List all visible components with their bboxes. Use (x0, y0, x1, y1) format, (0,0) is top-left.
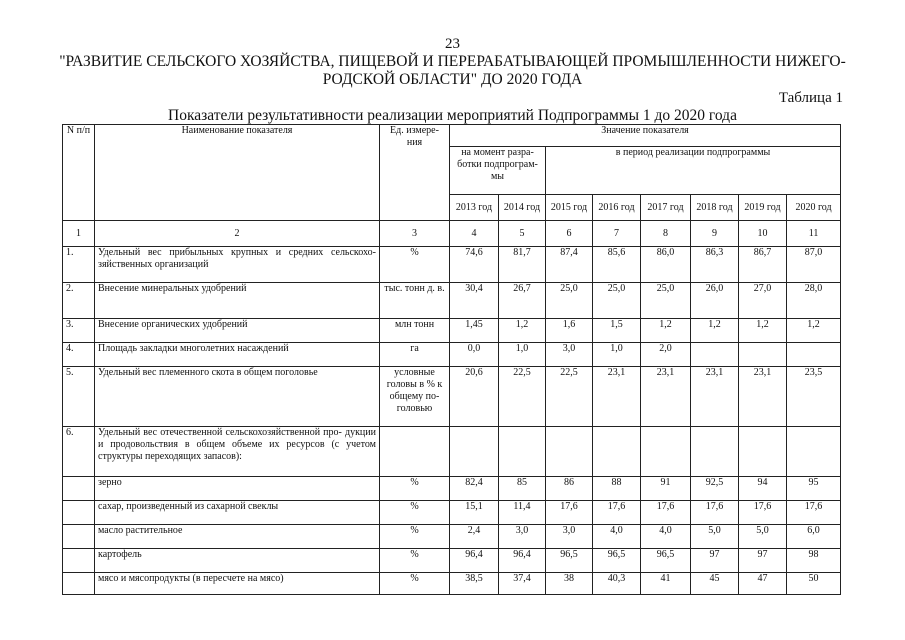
indicator-value: 87,4 (546, 247, 593, 283)
indicator-unit: % (380, 525, 450, 549)
row-index (63, 573, 95, 595)
indicator-value (739, 343, 787, 367)
column-number: 5 (499, 221, 546, 247)
row-index: 2. (63, 283, 95, 319)
indicator-value: 74,6 (450, 247, 499, 283)
indicator-value (593, 427, 641, 477)
indicator-value: 25,0 (593, 283, 641, 319)
indicator-value (691, 427, 739, 477)
row-index: 4. (63, 343, 95, 367)
row-index: 1. (63, 247, 95, 283)
header-unit: Ед. измере- ния (380, 125, 450, 221)
table-row (63, 477, 841, 501)
indicator-value (450, 427, 499, 477)
indicator-name: зерно (95, 477, 380, 501)
table-row (63, 343, 841, 367)
indicator-value: 25,0 (546, 283, 593, 319)
indicator-value: 95 (787, 477, 841, 501)
indicator-value: 97 (691, 549, 739, 573)
document-title-line-2: РОДСКОЙ ОБЛАСТИ" ДО 2020 ГОДА (322, 71, 583, 88)
column-number: 9 (691, 221, 739, 247)
indicator-value: 17,6 (739, 501, 787, 525)
indicator-value: 2,0 (641, 343, 691, 367)
table-header (63, 125, 841, 247)
indicator-unit: тыс. тонн д. в. (380, 283, 450, 319)
indicator-value: 38,5 (450, 573, 499, 595)
indicator-value: 0,0 (450, 343, 499, 367)
indicator-value: 96,5 (641, 549, 691, 573)
indicator-value: 41 (641, 573, 691, 595)
table-row (63, 247, 841, 283)
indicator-value: 23,1 (641, 367, 691, 427)
indicator-unit: млн тонн (380, 319, 450, 343)
indicator-name: Удельный вес прибыльных крупных и средних сельскохо- зяйственных организаций (95, 247, 380, 283)
indicator-value (691, 343, 739, 367)
row-index (63, 549, 95, 573)
table-number: Таблица 1 (778, 90, 843, 106)
indicator-value: 91 (641, 477, 691, 501)
indicator-value: 1,0 (593, 343, 641, 367)
column-number: 2 (95, 221, 380, 247)
header-year: 2019 год (739, 195, 787, 221)
indicator-unit: % (380, 477, 450, 501)
indicator-value: 86,7 (739, 247, 787, 283)
indicator-name: сахар, произведенный из сахарной свеклы (95, 501, 380, 525)
header-year: 2015 год (546, 195, 593, 221)
indicator-value: 17,6 (691, 501, 739, 525)
table-row (63, 283, 841, 319)
column-number: 7 (593, 221, 641, 247)
indicator-value: 30,4 (450, 283, 499, 319)
indicator-value: 97 (739, 549, 787, 573)
indicator-name: Внесение минеральных удобрений (95, 283, 380, 319)
indicator-unit: % (380, 501, 450, 525)
indicator-value: 1,2 (499, 319, 546, 343)
indicator-value (739, 427, 787, 477)
indicator-value: 81,7 (499, 247, 546, 283)
indicator-value: 38 (546, 573, 593, 595)
indicator-value: 37,4 (499, 573, 546, 595)
indicator-unit (380, 427, 450, 477)
indicator-value (546, 427, 593, 477)
indicator-name: Удельный вес племенного скота в общем поголовье (95, 367, 380, 427)
indicator-value: 27,0 (739, 283, 787, 319)
header-column-numbers-row (63, 221, 841, 247)
header-year: 2014 год (499, 195, 546, 221)
document-title-line-1: "РАЗВИТИЕ СЕЛЬСКОГО ХОЗЯЙСТВА, ПИЩЕВОЙ И ПЕРЕРАБАТЫВАЮЩЕЙ ПРОМЫШЛЕННОСТИ НИЖЕГО- (59, 53, 846, 70)
indicator-value: 17,6 (593, 501, 641, 525)
header-year: 2013 год (450, 195, 499, 221)
indicator-value: 3,0 (546, 343, 593, 367)
indicator-value: 86,3 (691, 247, 739, 283)
table-caption: Показатели результативности реализации мероприятий Подпрограммы 1 до 2020 года (168, 107, 737, 124)
indicator-value: 98 (787, 549, 841, 573)
header-value: Значение показателя (450, 125, 841, 147)
row-index (63, 525, 95, 549)
indicator-value (787, 427, 841, 477)
indicator-value: 1,5 (593, 319, 641, 343)
indicator-value: 3,0 (499, 525, 546, 549)
indicator-name: Площадь закладки многолетних насаждений (95, 343, 380, 367)
indicator-value: 88 (593, 477, 641, 501)
header-year: 2020 год (787, 195, 841, 221)
indicator-value: 20,6 (450, 367, 499, 427)
indicator-value: 5,0 (739, 525, 787, 549)
indicator-value: 22,5 (499, 367, 546, 427)
indicator-value: 85,6 (593, 247, 641, 283)
indicators-table (62, 124, 841, 595)
column-number: 1 (63, 221, 95, 247)
column-number: 6 (546, 221, 593, 247)
header-year: 2017 год (641, 195, 691, 221)
table-row (63, 319, 841, 343)
header-name: Наименование показателя (95, 125, 380, 221)
indicator-value: 23,1 (593, 367, 641, 427)
indicator-value: 1,0 (499, 343, 546, 367)
indicator-value: 1,2 (787, 319, 841, 343)
row-index (63, 477, 95, 501)
indicator-unit: % (380, 247, 450, 283)
indicator-value: 1,45 (450, 319, 499, 343)
indicator-value (641, 427, 691, 477)
column-number: 10 (739, 221, 787, 247)
header-year: 2018 год (691, 195, 739, 221)
table-row (63, 367, 841, 427)
indicator-value: 45 (691, 573, 739, 595)
indicator-value: 1,6 (546, 319, 593, 343)
indicator-value: 85 (499, 477, 546, 501)
indicator-value: 28,0 (787, 283, 841, 319)
indicator-value: 2,4 (450, 525, 499, 549)
table-row (63, 525, 841, 549)
indicator-name: Удельный вес отечественной сельскохозяйственной про- дукции и продовольствия в общем объеме их ресурсов (с учетом структуры переходящих запасов): (95, 427, 380, 477)
indicator-value (499, 427, 546, 477)
indicator-value: 86,0 (641, 247, 691, 283)
indicator-value: 96,4 (499, 549, 546, 573)
header-during-program: в период реализации подпрограммы (546, 147, 841, 195)
indicator-unit: условные головы в % к общему по- головью (380, 367, 450, 427)
indicator-value: 50 (787, 573, 841, 595)
table-body (63, 247, 841, 595)
indicator-value: 96,5 (593, 549, 641, 573)
indicator-value: 5,0 (691, 525, 739, 549)
indicator-value: 6,0 (787, 525, 841, 549)
row-index: 5. (63, 367, 95, 427)
indicator-value: 86 (546, 477, 593, 501)
header-num: N п/п (63, 125, 95, 221)
indicator-value: 23,5 (787, 367, 841, 427)
indicator-value: 1,2 (739, 319, 787, 343)
indicator-value: 96,5 (546, 549, 593, 573)
column-number: 3 (380, 221, 450, 247)
indicator-value: 22,5 (546, 367, 593, 427)
indicator-value: 1,2 (641, 319, 691, 343)
row-index: 3. (63, 319, 95, 343)
indicator-value: 1,2 (691, 319, 739, 343)
indicator-value: 47 (739, 573, 787, 595)
page-number: 23 (445, 36, 460, 52)
indicator-value: 94 (739, 477, 787, 501)
table-row (63, 573, 841, 595)
indicator-value: 23,1 (691, 367, 739, 427)
indicator-value: 3,0 (546, 525, 593, 549)
indicator-value: 17,6 (641, 501, 691, 525)
indicator-unit: га (380, 343, 450, 367)
header-at-development: на момент разра- ботки подпрограм- мы (450, 147, 546, 195)
indicator-value: 82,4 (450, 477, 499, 501)
row-index (63, 501, 95, 525)
indicator-value: 26,0 (691, 283, 739, 319)
indicator-value: 96,4 (450, 549, 499, 573)
indicator-name: Внесение органических удобрений (95, 319, 380, 343)
table-row (63, 427, 841, 477)
indicator-value (787, 343, 841, 367)
indicator-value: 26,7 (499, 283, 546, 319)
indicator-value: 23,1 (739, 367, 787, 427)
column-number: 4 (450, 221, 499, 247)
table-row (63, 501, 841, 525)
indicator-value: 4,0 (641, 525, 691, 549)
indicator-name: масло растительное (95, 525, 380, 549)
table-row (63, 549, 841, 573)
indicator-value: 92,5 (691, 477, 739, 501)
header-year: 2016 год (593, 195, 641, 221)
indicator-value: 4,0 (593, 525, 641, 549)
indicator-value: 17,6 (546, 501, 593, 525)
indicator-value: 17,6 (787, 501, 841, 525)
document-title (30, 53, 875, 89)
indicator-value: 25,0 (641, 283, 691, 319)
column-number: 8 (641, 221, 691, 247)
indicator-name: картофель (95, 549, 380, 573)
indicator-value: 15,1 (450, 501, 499, 525)
indicator-value: 87,0 (787, 247, 841, 283)
column-number: 11 (787, 221, 841, 247)
indicator-value: 11,4 (499, 501, 546, 525)
indicator-value: 40,3 (593, 573, 641, 595)
row-index: 6. (63, 427, 95, 477)
indicator-unit: % (380, 549, 450, 573)
indicator-name: мясо и мясопродукты (в пересчете на мясо) (95, 573, 380, 595)
indicator-unit: % (380, 573, 450, 595)
